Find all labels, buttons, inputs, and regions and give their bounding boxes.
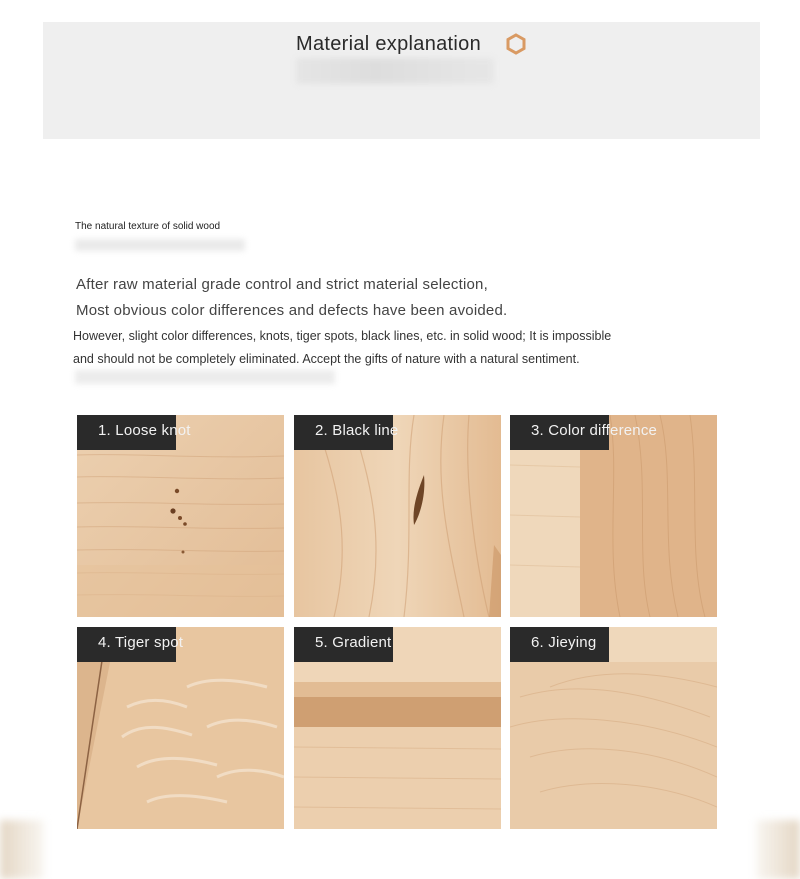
tile-label: 5. Gradient xyxy=(315,634,392,651)
intro-line-4: and should not be completely eliminated. Accept the gifts of nature with a natural sentiment. xyxy=(73,352,580,366)
tile-label: 3. Color difference xyxy=(531,422,658,439)
tile-label: 1. Loose knot xyxy=(98,422,191,439)
tile-tiger-spot xyxy=(77,627,284,829)
tile-jieying xyxy=(510,627,717,829)
section-subtitle: The natural texture of solid wood xyxy=(75,221,221,232)
tile-color-difference xyxy=(510,415,717,617)
intro-line-3: However, slight color differences, knots, tiger spots, black lines, etc. in solid wood; It is impossible xyxy=(73,329,612,343)
left-edge-shade xyxy=(0,820,44,879)
intro-line-2: Most obvious color differences and defects have been avoided. xyxy=(76,302,508,319)
subtitle-blurred-text xyxy=(75,239,245,251)
tile-label: 2. Black line xyxy=(315,422,399,439)
hexagon-icon xyxy=(505,33,527,55)
tile-loose-knot xyxy=(77,415,284,617)
tile-black-line xyxy=(294,415,501,617)
page-title: Material explanation xyxy=(296,33,481,55)
header-blurred-text xyxy=(296,58,494,84)
intro-line-1: After raw material grade control and strict material selection, xyxy=(76,276,488,293)
tile-label: 4. Tiger spot xyxy=(98,634,184,651)
tile-gradient xyxy=(294,627,501,829)
right-edge-shade xyxy=(756,820,800,879)
tile-label: 6. Jieying xyxy=(531,634,597,651)
paragraph-blurred-text xyxy=(75,370,335,384)
